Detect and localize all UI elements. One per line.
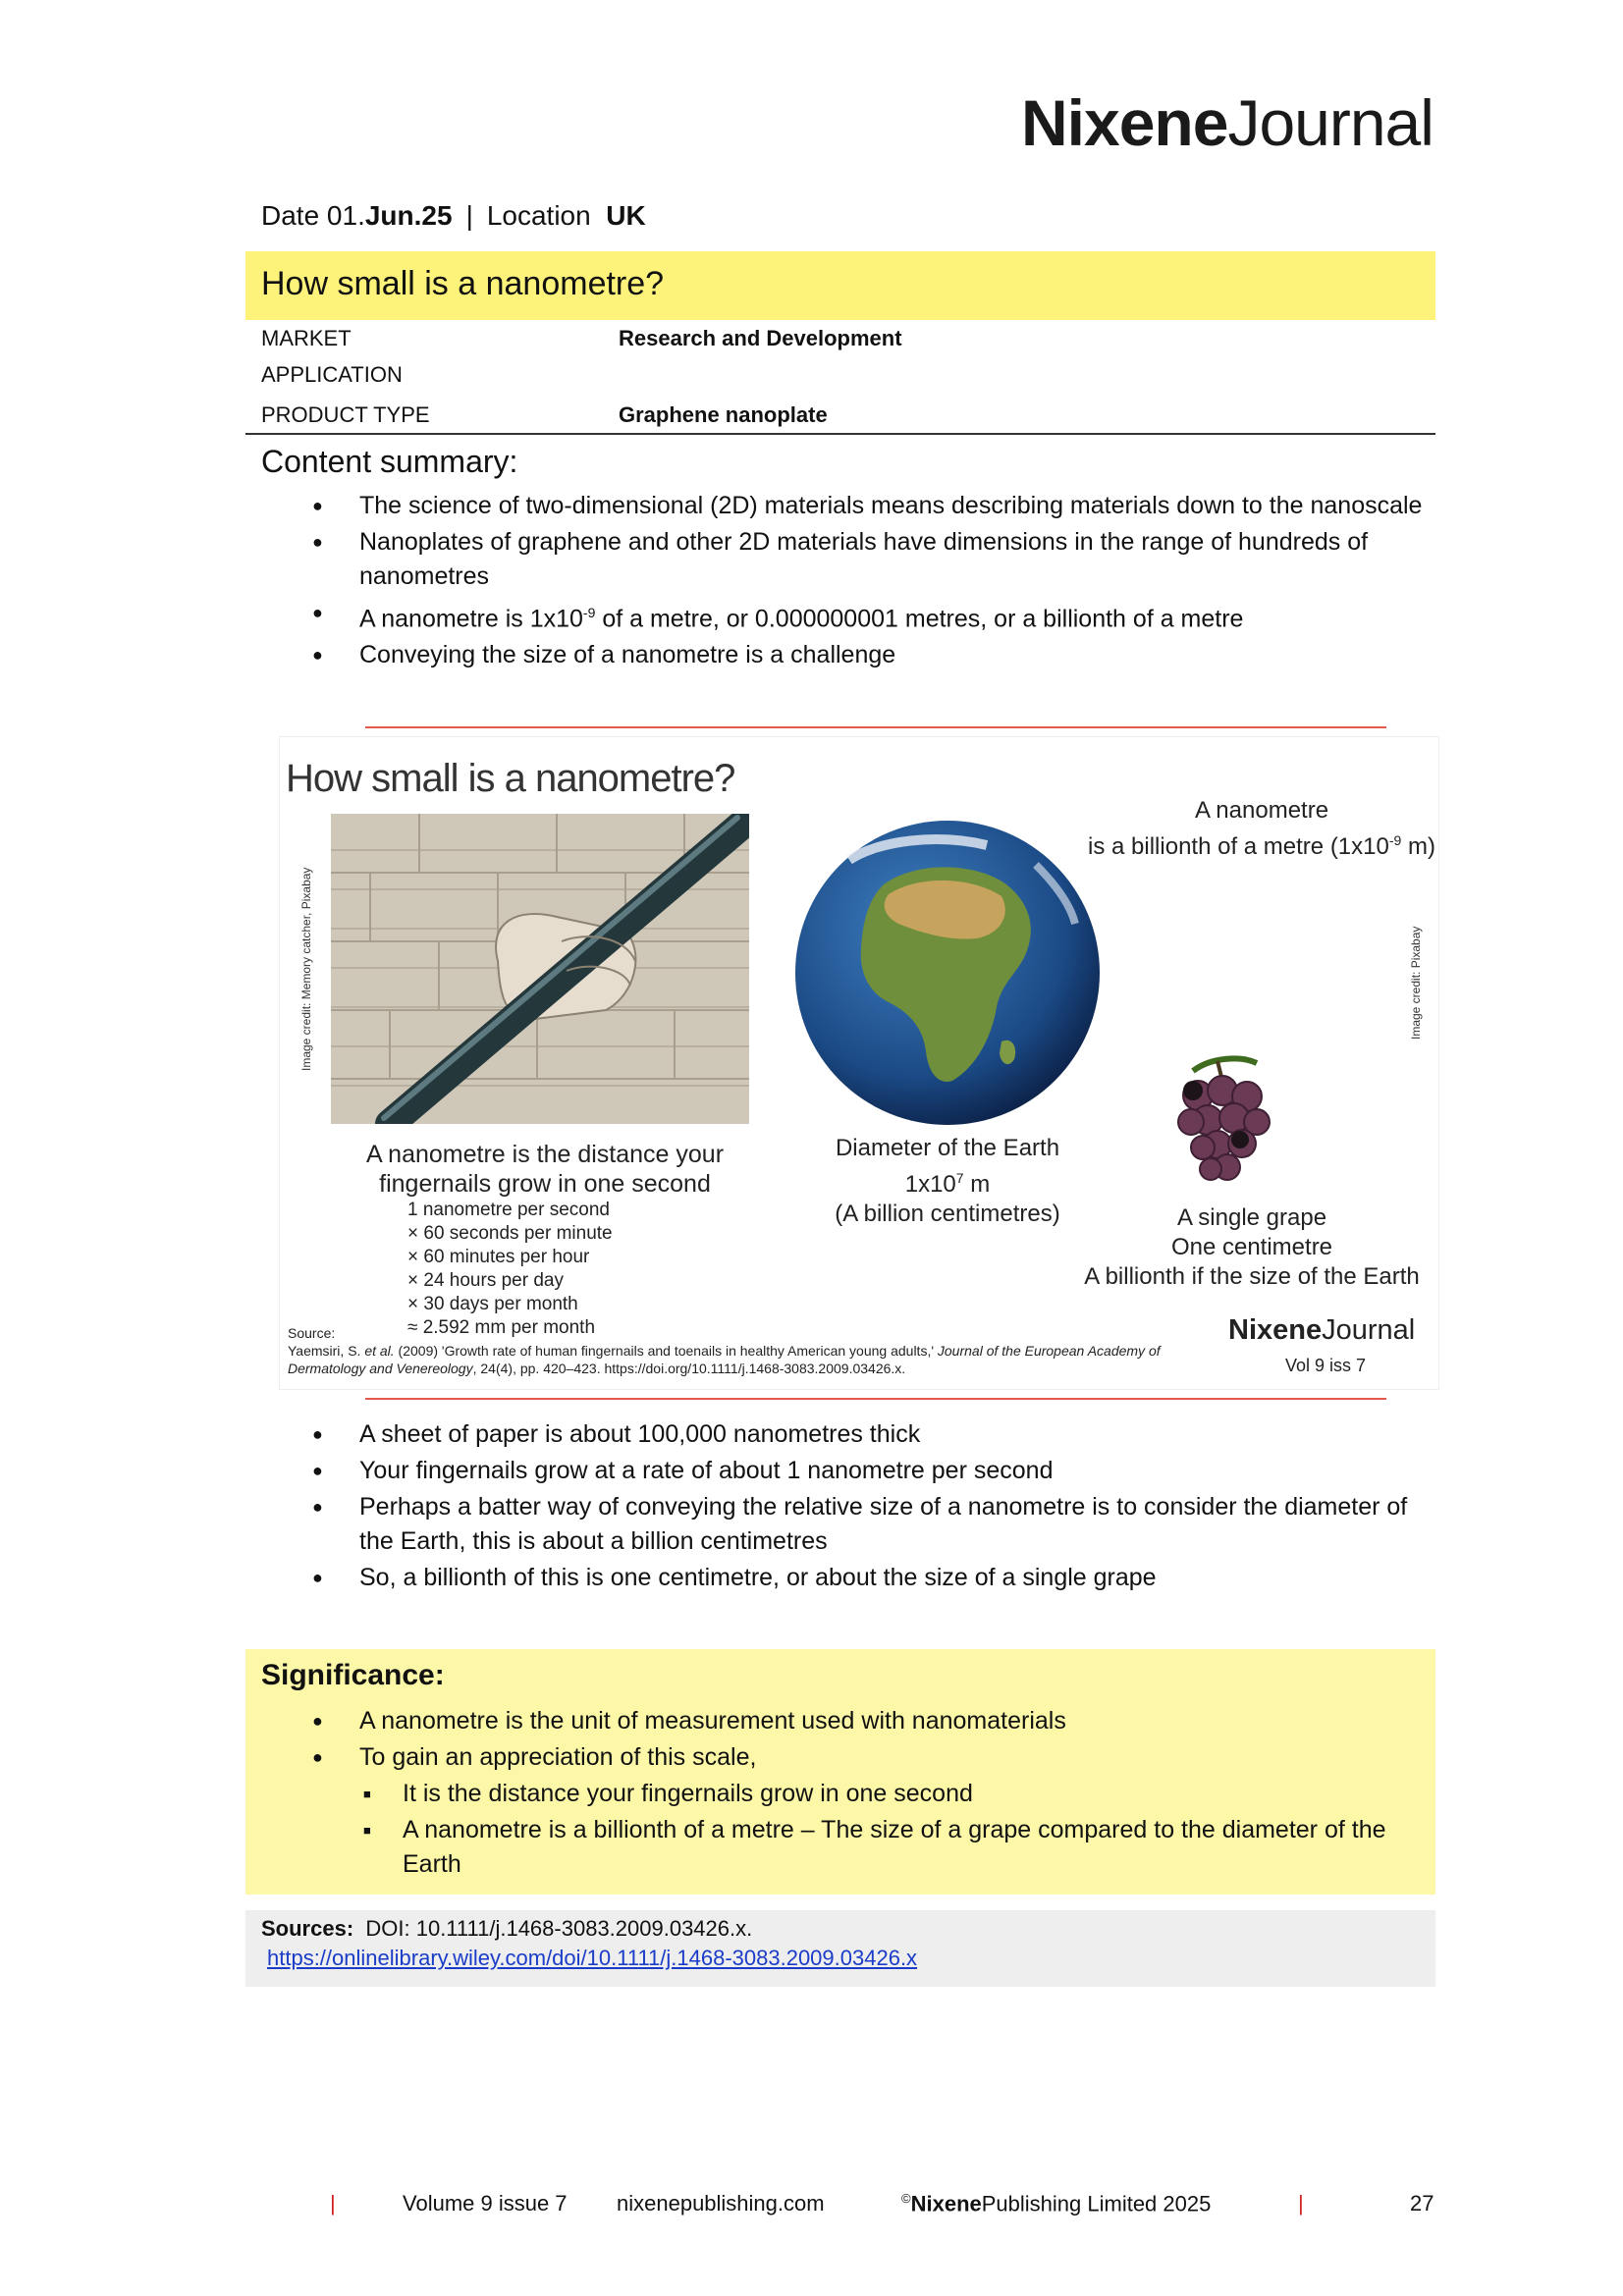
meta-row-market (245, 326, 1435, 355)
footer-volume: Volume 9 issue 7 (403, 2191, 568, 2216)
logo-bold: Nixene (1021, 86, 1228, 159)
figure-brand (1228, 1314, 1415, 1347)
infographic (279, 736, 1439, 1390)
list-item: ● To gain an appreciation of this scale, (261, 1740, 1430, 1775)
meta-key: PRODUCT TYPE (261, 402, 430, 427)
earth-image (790, 816, 1105, 1130)
list-item: ● Your fingernails grow at a rate of about 1 nanometre per second (261, 1454, 1439, 1488)
list-item: ● A nanometre is the unit of measurement used with nanomaterials (261, 1704, 1430, 1738)
earth-exp-sup: 7 (955, 1170, 964, 1186)
red-divider-top (365, 726, 1386, 728)
location-value: UK (606, 200, 646, 231)
meta-row-product-type (245, 402, 1435, 432)
dateline-divider: | (465, 200, 473, 231)
earth-caption-line: (A billion centimetres) (835, 1201, 1060, 1227)
figure-brand-bold: Nixene (1228, 1314, 1323, 1346)
earth-exp-post: m (963, 1171, 991, 1198)
source-etal: et al. (364, 1343, 395, 1359)
image-credit-right: Image credit: Pixabay (1409, 926, 1423, 1040)
significance-list (261, 1704, 1430, 1884)
calc-line: × 60 minutes per hour (407, 1247, 590, 1267)
list-item: ● Perhaps a batter way of conveying the relative size of a nanometre is to consider the diameter of the Earth, this is about a billion centimetres (261, 1490, 1439, 1559)
exp-pre: A nanometre is 1x10 (359, 605, 583, 633)
grape-caption-line: A billionth if the size of the Earth (1084, 1263, 1420, 1290)
meta-value: Research and Development (619, 326, 902, 350)
exp-sup: -9 (582, 605, 596, 620)
location-label: Location (486, 200, 591, 231)
significance-heading: Significance: (261, 1659, 445, 1691)
calc-line: × 24 hours per day (407, 1270, 564, 1291)
source-label: Source: (288, 1325, 336, 1341)
sources-label: Sources: (261, 1916, 354, 1941)
footer-site: nixenepublishing.com (617, 2191, 825, 2216)
earth-caption-line (800, 1163, 1095, 1200)
definition-line (1075, 826, 1439, 862)
sources-doi-line (261, 1916, 752, 1942)
calc-line: × 30 days per month (407, 1294, 578, 1314)
calc-line: ≈ 2.592 mm per month (407, 1317, 596, 1338)
source-text: (2009) 'Growth rate of human fingernails and toenails in healthy American young adults,' (394, 1343, 938, 1359)
meta-value: Graphene nanoplate (619, 402, 828, 427)
grape-caption-line: A single grape (1176, 1204, 1327, 1231)
hand-caption-line: fingernails grow in one second (379, 1170, 711, 1198)
calc-line: × 60 seconds per minute (407, 1223, 613, 1244)
logo-regular: Journal (1227, 86, 1434, 159)
source-rest: , 24(4), pp. 420–423. https://doi.org/10.1111/j.1468-3083.2009.03426.x. (472, 1361, 906, 1376)
article-title-bar (245, 251, 1435, 320)
sources-box (245, 1910, 1435, 1987)
figure-source (288, 1324, 1171, 1377)
image-credit-left: Image credit: Memory catcher, Pixabay (299, 867, 313, 1071)
figure-volume: Vol 9 iss 7 (1285, 1356, 1367, 1375)
hand-caption (319, 1140, 771, 1199)
date-value: Jun.25 (364, 200, 453, 231)
figure-title: How small is a nanometre? (286, 757, 735, 800)
sources-doi: DOI: 10.1111/j.1468-3083.2009.03426.x. (365, 1916, 753, 1941)
hand-caption-line: A nanometre is the distance your (365, 1141, 725, 1168)
page-number: 27 (1410, 2191, 1434, 2216)
sub-list-item: ■ A nanometre is a billionth of a metre – The size of a grape compared to the diameter of the Earth (261, 1813, 1430, 1882)
list-item: ● Conveying the size of a nanometre is a challenge (261, 638, 1439, 672)
copyright-symbol: © (901, 2191, 911, 2206)
def-exp-sup: -9 (1388, 832, 1402, 848)
earth-caption-line: Diameter of the Earth (835, 1135, 1060, 1161)
footer-divider-right: | (1298, 2191, 1304, 2216)
source-authors: Yaemsiri, S. (288, 1343, 365, 1359)
copyright-rest: Publishing Limited 2025 (981, 2191, 1212, 2216)
meta-divider (245, 433, 1435, 435)
details-list (261, 1417, 1439, 1597)
journal-logo (1021, 86, 1434, 159)
meta-key: MARKET (261, 326, 352, 350)
summary-list (261, 489, 1439, 674)
copyright-bold: Nixene (910, 2191, 982, 2216)
list-item: ● Nanoplates of graphene and other 2D materials have dimensions in the range of hundreds of nanometres (261, 525, 1439, 594)
grape-image (1163, 1051, 1281, 1199)
figure-brand-regular: Journal (1322, 1314, 1416, 1346)
source-citation (288, 1342, 1171, 1377)
list-item: ● A sheet of paper is about 100,000 nanometres thick (261, 1417, 1439, 1452)
date-label: Date 01. (261, 200, 365, 231)
red-divider-bottom (365, 1398, 1386, 1400)
grape-caption (1055, 1203, 1439, 1292)
earth-caption (800, 1134, 1095, 1229)
dateline (261, 200, 646, 232)
source-journal: Journal of the European Academy of Dermatology and Venereology (288, 1343, 1161, 1376)
list-item (261, 596, 1439, 636)
article-title: How small is a nanometre? (261, 265, 665, 302)
grape-caption-line: One centimetre (1170, 1234, 1333, 1260)
definition-line: A nanometre (1194, 797, 1329, 824)
list-item: ● So, a billionth of this is one centimetre, or about the size of a single grape (261, 1561, 1439, 1595)
meta-key: APPLICATION (261, 362, 403, 387)
nanometre-definition (1075, 796, 1439, 862)
sources-link[interactable]: https://onlinelibrary.wiley.com/doi/10.1111/j.1468-3083.2009.03426.x (267, 1946, 918, 1970)
footer-divider-left: | (330, 2191, 336, 2216)
footer-copyright (901, 2191, 1211, 2216)
sub-list-item: ■ It is the distance your fingernails grow in one second (261, 1777, 1430, 1811)
earth-exp-pre: 1x10 (904, 1171, 956, 1198)
def-exp-pre: is a billionth of a metre (1x10 (1088, 833, 1389, 860)
list-item: ● The science of two-dimensional (2D) materials means describing materials down to the nanoscale (261, 489, 1439, 523)
def-exp-post: m) (1401, 833, 1435, 860)
exp-post: of a metre, or 0.000000001 metres, or a billionth of a metre (595, 605, 1244, 633)
content-summary-heading: Content summary: (261, 444, 518, 479)
meta-row-application (245, 362, 1435, 392)
calc-line: 1 nanometre per second (407, 1200, 610, 1220)
significance-box (245, 1649, 1435, 1895)
growth-calculation (407, 1199, 613, 1340)
hand-gripping-pole-image (331, 814, 749, 1124)
